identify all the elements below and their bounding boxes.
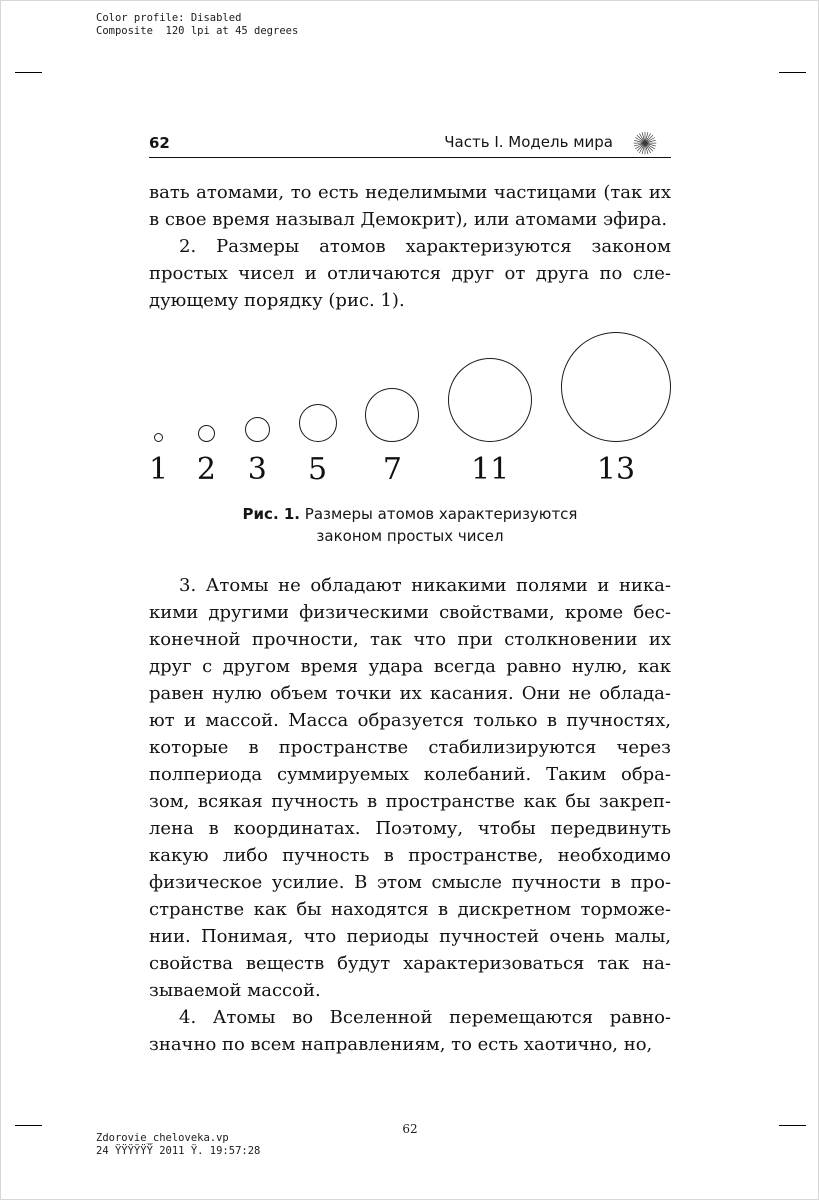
file-info: [96, 1132, 260, 1158]
text-line: друг с другом время удара всегда равно нулю, как: [149, 656, 671, 677]
crop-mark: [15, 72, 42, 73]
circle-number-label: 11: [471, 452, 510, 487]
text-column: [149, 127, 671, 1058]
figure-caption: [149, 503, 671, 547]
file-name: Zdorovie_cheloveka.vp: [96, 1132, 229, 1144]
text-line: дующему порядку (рис. 1).: [149, 290, 405, 311]
text-line: нии. Понимая, что периоды пучностей очень малы,: [149, 926, 671, 947]
text-line: зом, всякая пучность в пространстве как бы закреп-: [149, 791, 671, 812]
text-line: лена в координатах. Поэтому, чтобы передвинуть: [149, 818, 671, 839]
figure-circle-item: [365, 388, 419, 487]
atom-circle: [198, 425, 215, 442]
body-text-before-figure: [149, 179, 671, 314]
circle-number-label: 3: [247, 452, 267, 487]
text-line: ют и массой. Масса образуется только в пучностях,: [149, 710, 671, 731]
figure-circle-item: [561, 332, 671, 487]
figure-caption-line1: [149, 503, 671, 525]
atom-circle: [365, 388, 419, 442]
figure-caption-line2: законом простых чисел: [316, 527, 504, 545]
header-right: [444, 127, 671, 152]
circle-number-label: 7: [382, 452, 402, 487]
text-line: равен нулю объем точки их касания. Они не облада-: [149, 683, 671, 704]
circle-number-label: 1: [149, 452, 169, 487]
crop-mark: [779, 1125, 806, 1126]
header-page-number: 62: [149, 134, 170, 152]
circle-number-label: 13: [596, 452, 636, 487]
prepress-info: [96, 12, 298, 38]
figure-circle-item: [245, 417, 270, 487]
text-line: странстве как бы находятся в дискретном торможе-: [149, 899, 671, 920]
text-line: какую либо пучность в пространстве, необходимо: [149, 845, 671, 866]
dandelion-icon: [619, 127, 671, 161]
figure-caption-label: Рис. 1.: [242, 505, 300, 523]
text-line: полпериода суммируемых колебаний. Таким обра-: [149, 764, 671, 785]
figure-circle-item: [197, 425, 216, 487]
crop-mark: [779, 72, 806, 73]
figure-1: [149, 332, 671, 547]
footer-page-number: 62: [402, 1122, 418, 1136]
text-line: кими другими физическими свойствами, кроме бес-: [149, 602, 671, 623]
text-line: которые в пространстве стабилизируются через: [149, 737, 671, 758]
circle-number-label: 5: [308, 452, 328, 487]
crop-mark: [15, 1125, 42, 1126]
text-line: вать атомами, то есть неделимыми частицами (так их: [149, 182, 671, 203]
circle-number-label: 2: [196, 452, 216, 487]
figure-circle-item: [299, 404, 337, 487]
file-timestamp: 24 ŸŸŸŸŸŸ 2011 Ÿ. 19:57:28: [96, 1145, 261, 1157]
atom-circle: [299, 404, 337, 442]
text-line: конечной прочности, так что при столкновении их: [149, 629, 671, 650]
body-text-after-figure: [149, 572, 671, 1058]
chapter-title: Часть I. Модель мира: [444, 133, 613, 151]
figure-circle-item: [448, 358, 532, 487]
text-line: простых чисел и отличаются друг от друга по сле-: [149, 263, 671, 284]
figure-circle-item: [149, 433, 168, 487]
page-header: [149, 127, 671, 158]
atom-circle: [245, 417, 270, 442]
prepress-line1: Color profile: Disabled: [96, 12, 242, 24]
text-line: 3. Атомы не обладают никакими полями и ника-: [179, 575, 671, 596]
atom-circle: [448, 358, 532, 442]
figure-caption-text: Размеры атомов характеризуются: [304, 505, 578, 523]
atom-circle: [154, 433, 163, 442]
text-line: зываемой массой.: [149, 980, 321, 1001]
text-line: физическое усилие. В этом смысле пучности в про-: [149, 872, 671, 893]
figure-circles-row: [149, 332, 671, 487]
text-line: значно по всем направлениям, то есть хаотично, но,: [149, 1034, 653, 1055]
text-line: в свое время называл Демокрит), или атомами эфира.: [149, 209, 668, 230]
text-line: 2. Размеры атомов характеризуются законом: [179, 236, 671, 257]
prepress-line2: Composite 120 lpi at 45 degrees: [96, 25, 299, 37]
text-line: свойства веществ будут характеризоваться так на-: [149, 953, 671, 974]
atom-circle: [561, 332, 671, 442]
text-line: 4. Атомы во Вселенной перемещаются равно-: [179, 1007, 671, 1028]
